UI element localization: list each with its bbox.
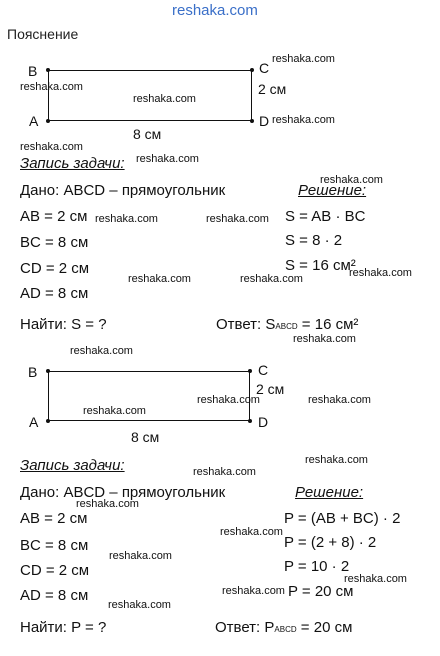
task-2-ad: AD = 8 см xyxy=(20,587,89,604)
vertex-a xyxy=(46,119,50,123)
watermark: reshaka.com xyxy=(320,174,383,186)
task-2-answer: Ответ: PABCD = 20 см xyxy=(215,619,353,636)
task-2-solution-line-2: P = (2 + 8) · 2 xyxy=(284,534,377,551)
label-d: D xyxy=(259,113,270,129)
watermark: reshaka.com xyxy=(20,81,83,93)
label-c: C xyxy=(258,362,269,378)
side-length: 2 см xyxy=(258,81,287,97)
task-1-find: Найти: S = ? xyxy=(20,316,107,333)
vertex-c xyxy=(248,369,252,373)
watermark: reshaka.com xyxy=(220,526,283,538)
vertex-b xyxy=(46,369,50,373)
section-header: Пояснение xyxy=(7,26,79,42)
task-1-solution-line-1: S = AB · BC xyxy=(285,208,366,225)
label-b: B xyxy=(28,364,38,380)
task-1-title: Запись задачи: xyxy=(20,155,125,172)
label-a: A xyxy=(29,113,39,129)
task-2-bc: BC = 8 см xyxy=(20,537,89,554)
task-2-solution-title: Решение: xyxy=(295,484,364,501)
task-1-ab: AB = 2 см xyxy=(20,208,88,225)
vertex-d xyxy=(248,419,252,423)
task-2-solution-line-1: P = (AB + BC) · 2 xyxy=(284,510,401,527)
watermark: reshaka.com xyxy=(20,141,83,153)
vertex-b xyxy=(46,68,50,72)
task-1-solution-line-2: S = 8 · 2 xyxy=(285,232,343,249)
label-c: C xyxy=(259,60,270,76)
label-d: D xyxy=(258,414,269,430)
bottom-length: 8 см xyxy=(131,429,160,445)
watermark: reshaka.com xyxy=(206,213,269,225)
vertex-d xyxy=(250,119,254,123)
bottom-length: 8 см xyxy=(133,126,162,142)
watermark: reshaka.com xyxy=(109,550,172,562)
watermark: reshaka.com xyxy=(308,394,371,406)
watermark: reshaka.com xyxy=(193,466,256,478)
site-title[interactable]: reshaka.com xyxy=(172,2,258,19)
watermark: reshaka.com xyxy=(222,585,285,597)
watermark: reshaka.com xyxy=(76,498,139,510)
watermark: reshaka.com xyxy=(70,345,133,357)
watermark: reshaka.com xyxy=(272,53,335,65)
watermark: reshaka.com xyxy=(128,273,191,285)
task-2-solution-line-4: P = 20 см xyxy=(288,583,354,600)
task-2-find: Найти: P = ? xyxy=(20,619,107,636)
vertex-a xyxy=(46,419,50,423)
watermark: reshaka.com xyxy=(108,599,171,611)
watermark: reshaka.com xyxy=(344,573,407,585)
watermark: reshaka.com xyxy=(349,267,412,279)
task-1-solution-title: Решение: xyxy=(298,182,367,199)
label-b: B xyxy=(28,63,38,79)
watermark: reshaka.com xyxy=(197,394,260,406)
label-a: A xyxy=(29,414,39,430)
task-1-given: Дано: ABCD – прямоугольник xyxy=(20,182,226,199)
task-2-given: Дано: ABCD – прямоугольник xyxy=(20,484,226,501)
task-1-bc: BC = 8 см xyxy=(20,234,89,251)
task-2-solution-line-3: P = 10 · 2 xyxy=(284,558,350,575)
task-2-title: Запись задачи: xyxy=(20,457,125,474)
task-2-cd: CD = 2 см xyxy=(20,562,90,579)
task-1-solution-line-3: S = 16 см² xyxy=(285,257,356,274)
watermark: reshaka.com xyxy=(272,114,335,126)
watermark: reshaka.com xyxy=(136,153,199,165)
task-2-ab: AB = 2 см xyxy=(20,510,88,527)
watermark: reshaka.com xyxy=(240,273,303,285)
watermark: reshaka.com xyxy=(83,405,146,417)
watermark: reshaka.com xyxy=(293,333,356,345)
task-1-ad: AD = 8 см xyxy=(20,285,89,302)
watermark: reshaka.com xyxy=(133,93,196,105)
watermark: reshaka.com xyxy=(305,454,368,466)
side-length: 2 см xyxy=(256,381,285,397)
task-1-cd: CD = 2 см xyxy=(20,260,90,277)
task-1-answer: Ответ: SABCD = 16 см² xyxy=(216,316,359,333)
watermark: reshaka.com xyxy=(95,213,158,225)
vertex-c xyxy=(250,68,254,72)
